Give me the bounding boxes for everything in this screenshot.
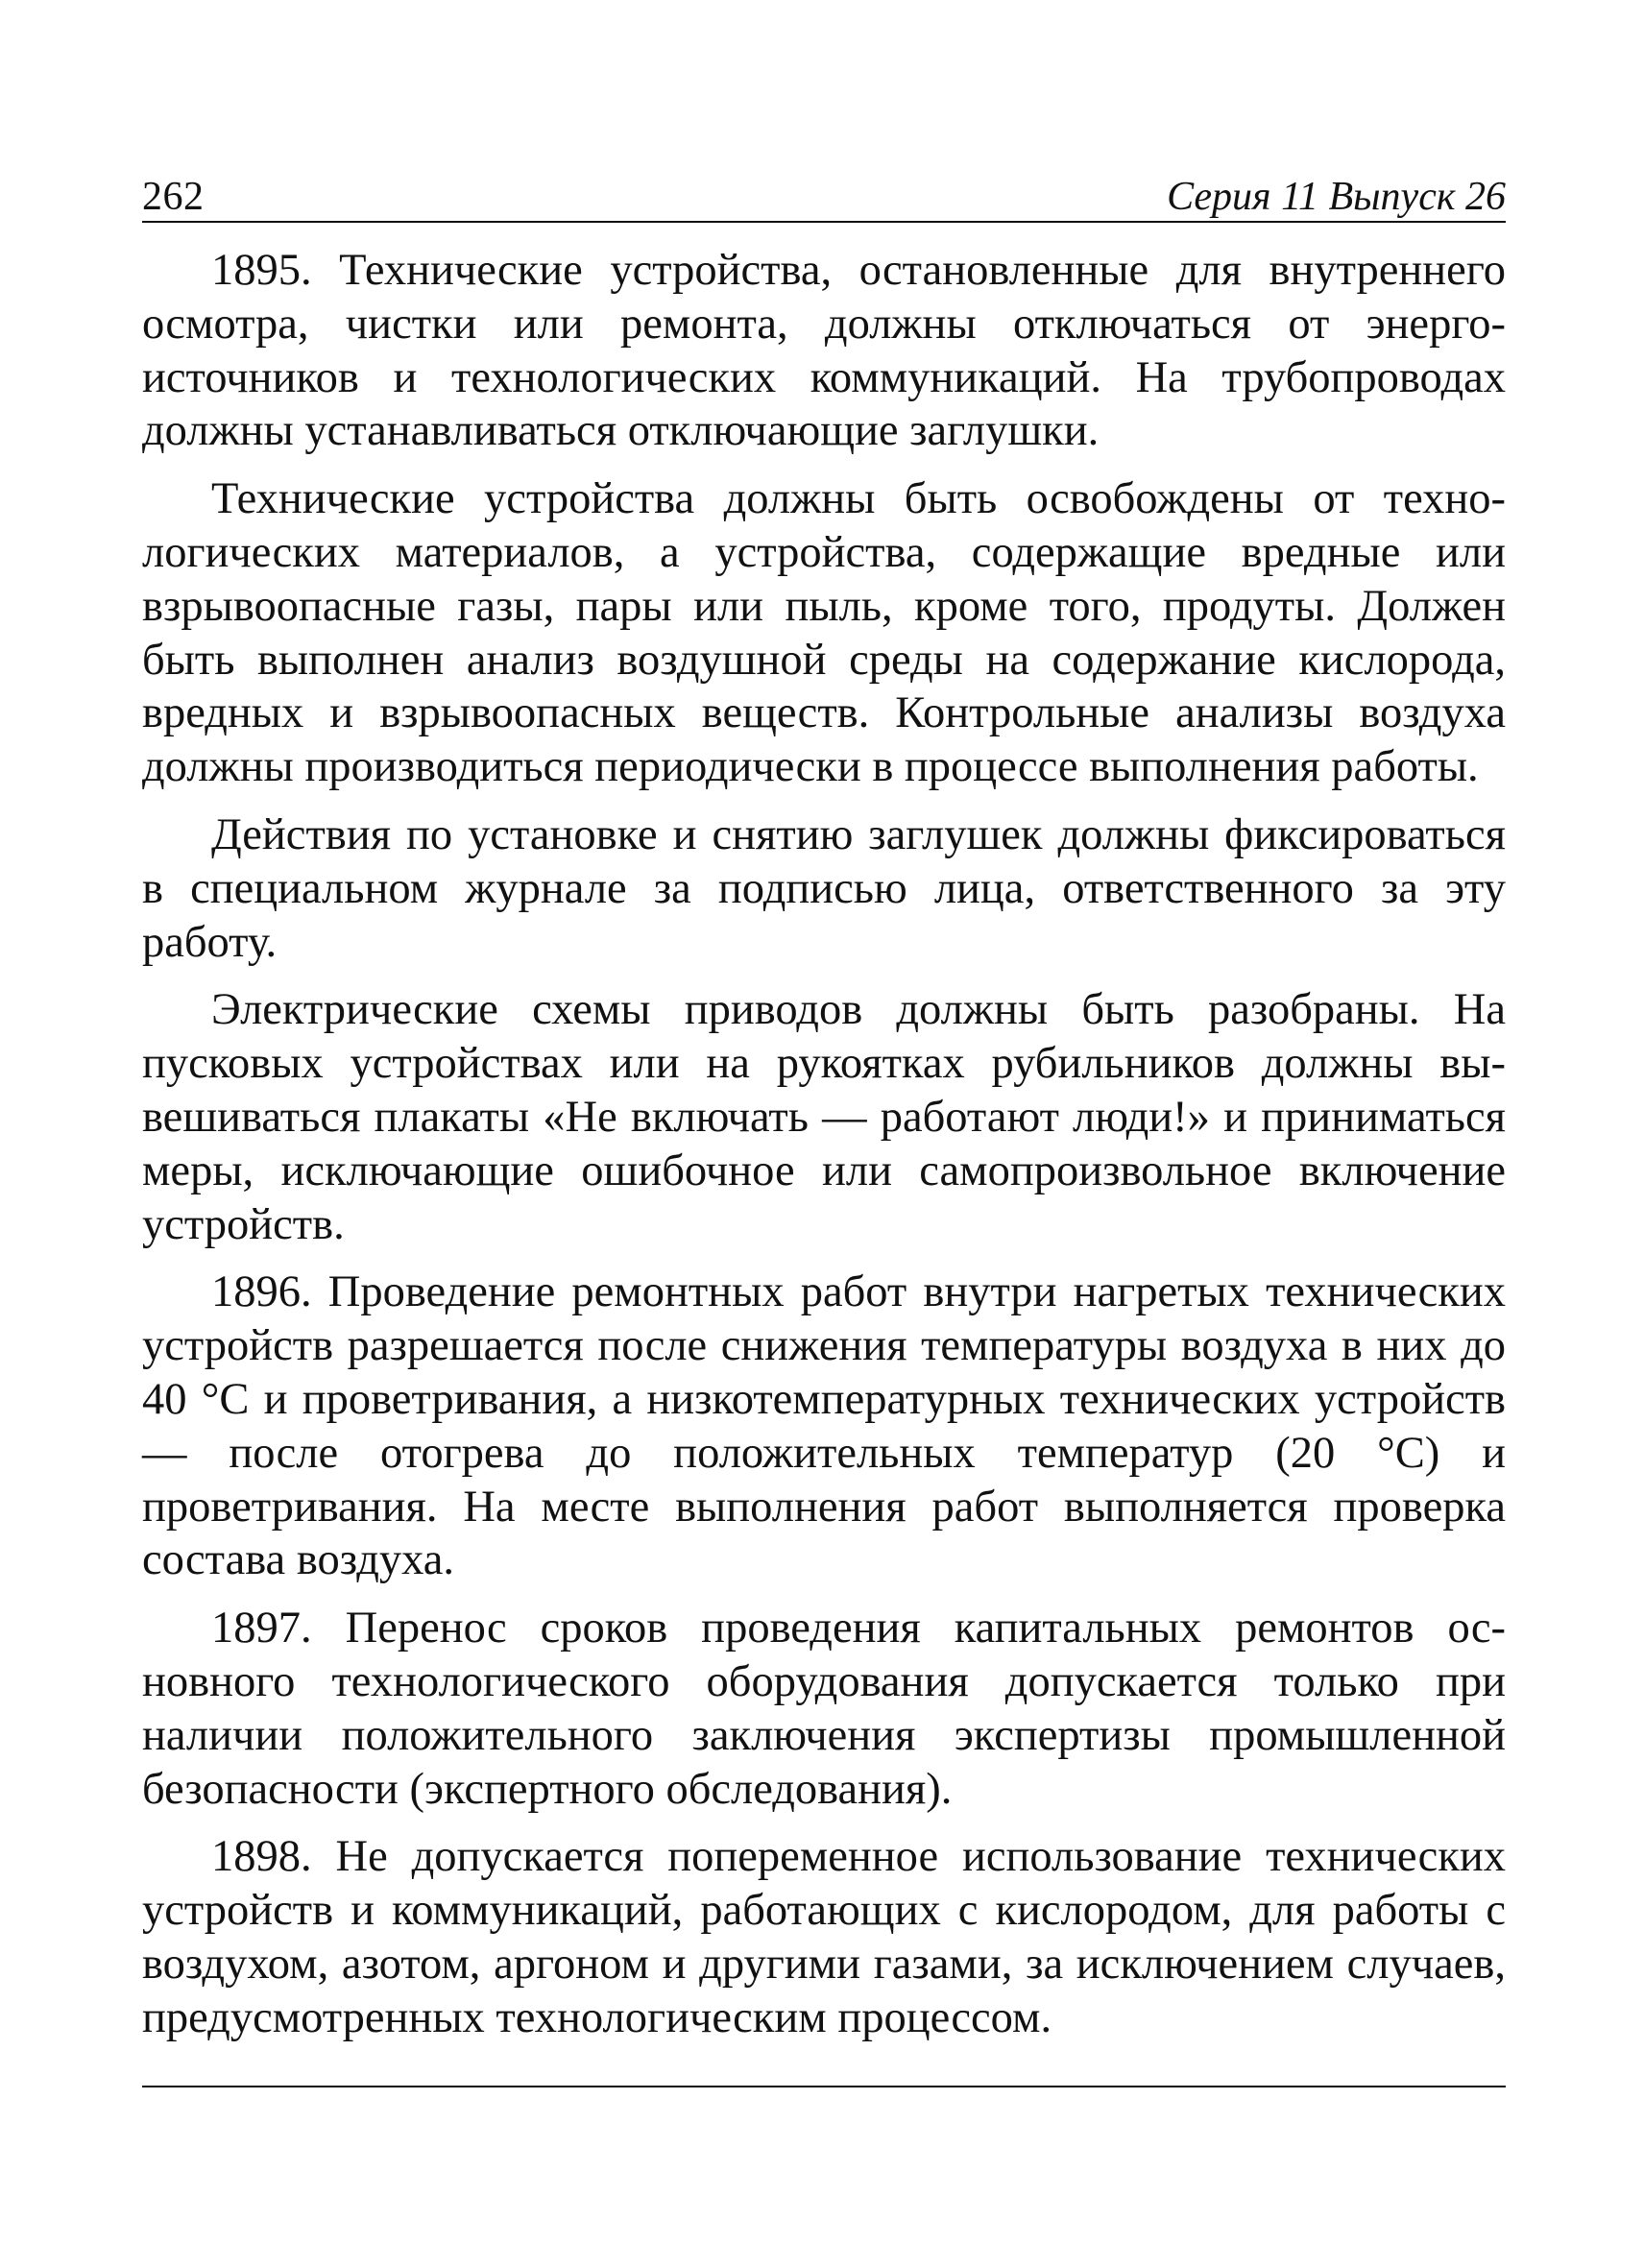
- running-header: [142, 163, 1506, 223]
- paragraph-1896: 1896. Проведение ремонтных работ внутри нагретых технических устройств разрешается после снижения температуры воздуха в них до 40 °С и проветривания, а низкотемпературных технических устройств — после отогрева до положительных температур (20 °С) и проветривания. На месте выполнения работ выполняется проверка состава воздуха.: [142, 1267, 1506, 1585]
- page-number: 262: [142, 175, 205, 219]
- footer-rule: [142, 2086, 1506, 2087]
- paragraph-electrical-isolation: Электрические схемы приводов должны быть разобраны. На пусковых устройствах или на рукоятках рубильников должны вывешиваться плакаты «Не включать — работают люди!» и приниматься меры, исключающие ошибочное или самопроизвольное включение устройств.: [142, 985, 1506, 1249]
- paragraph-1895: 1895. Технические устройства, остановленные для внутреннего осмотра, чистки или ремонта, должны отключаться от энергоисточников и технологических коммуникаций. На трубопроводах должны устанавливаться отключающие заглушки.: [142, 246, 1506, 456]
- series-title: Серия 11 Выпуск 26: [1167, 175, 1506, 219]
- body-text: [142, 244, 1506, 2045]
- paragraph-equipment-cleaning: Технические устройства должны быть освобождены от технологических материалов, а устройства, содержащие вредные или взрывоопасные газы, пары или пыль, кроме того, продуты. Должен быть выполнен анализ воздушной среды на содержание кислорода, вредных и взрывоопасных веществ. Контрольные анализы воздуха должны производиться периодически в процессе выполнения работы.: [142, 474, 1506, 792]
- paragraph-1898: 1898. Не допускается попеременное использование технических устройств и коммуникаций, работающих с кислородом, для работы с воздухом, азотом, аргоном и другими газами, за исключением случаев, предусмотренных технологическим процессом.: [142, 1832, 1506, 2042]
- paragraph-1897: 1897. Перенос сроков проведения капитальных ремонтов основного технологического оборудования допускается только при наличии положительного заключения экспертизы промышленной безопасности (экспертного обследования).: [142, 1604, 1506, 1814]
- page: [142, 163, 1506, 2045]
- paragraph-blanking-log: Действия по установке и снятию заглушек должны фиксироваться в специальном журнале за подписью лица, ответственного за эту работу.: [142, 809, 1506, 967]
